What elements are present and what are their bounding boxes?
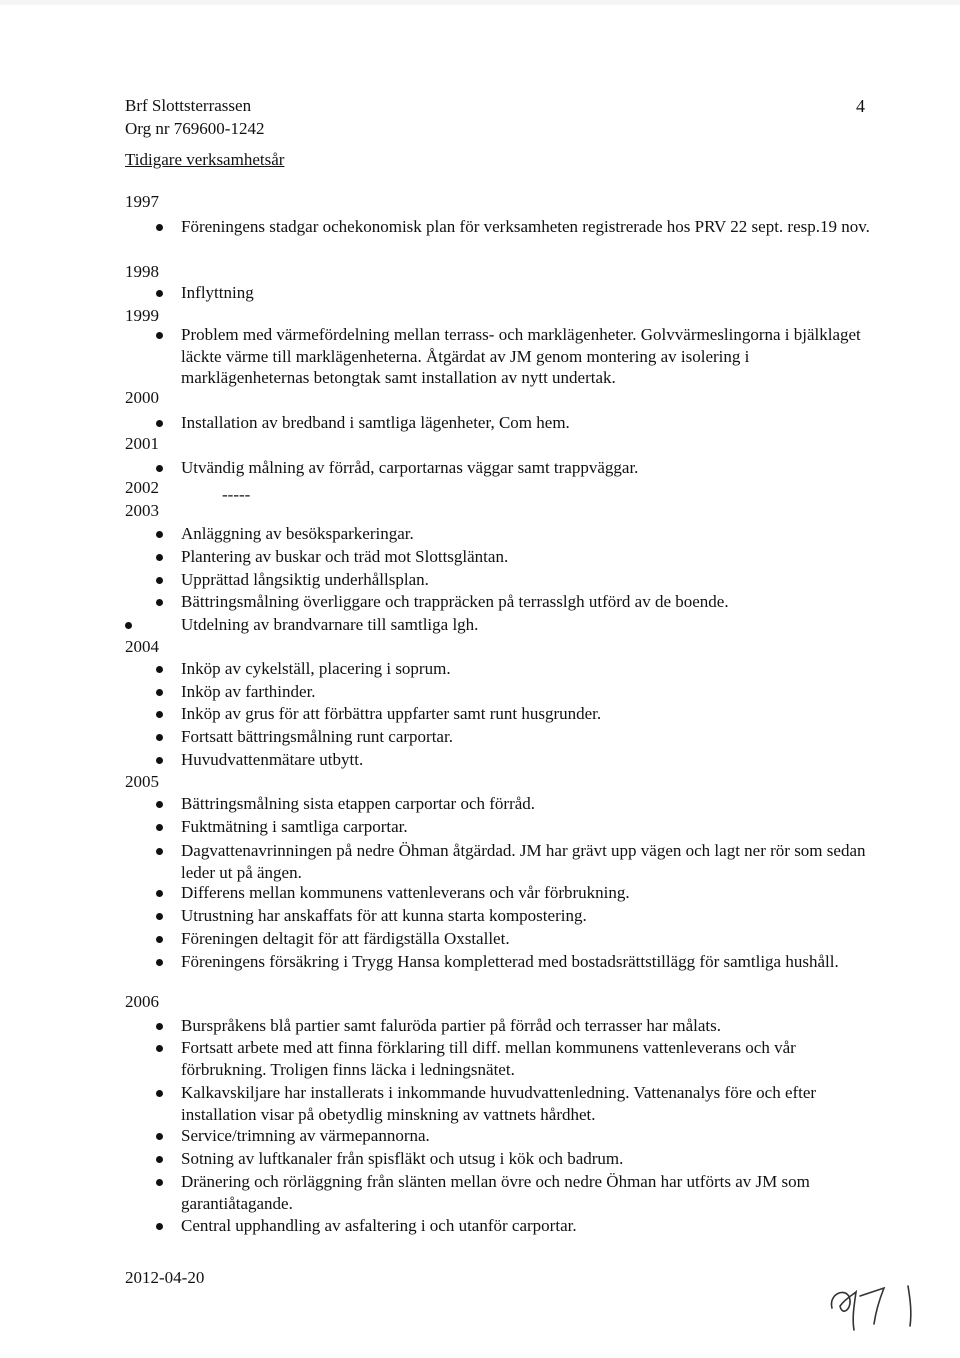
year-heading: 2004 <box>125 637 159 656</box>
year-heading: 2003 <box>125 501 159 520</box>
list-item: Fortsatt bättringsmålning runt carportar. <box>181 727 453 746</box>
list-item: Problem med värmefördelning mellan terrass- och marklägenheter. Golvvärmeslingorna i bjälklaget läckte värme till marklägenheterna. Åtgärdat av JM genom montering av isolering i marklägenheternas betongtak samt installation av nytt undertak. <box>181 325 861 387</box>
bullet-icon <box>156 1156 163 1163</box>
bullet-icon <box>156 1023 163 1030</box>
org-name: Brf Slottsterrassen <box>125 96 252 115</box>
bullet-icon <box>156 824 163 831</box>
bullet-icon <box>156 913 163 920</box>
list-item: Huvudvattenmätare utbytt. <box>181 750 364 769</box>
list-item: Inköp av farthinder. <box>181 682 316 701</box>
bullet-icon <box>156 711 163 718</box>
bullet-icon <box>156 1045 163 1052</box>
list-item: Utdelning av brandvarnare till samtliga lgh. <box>181 615 479 634</box>
bullet-icon <box>156 959 163 966</box>
list-item: Fortsatt arbete med att finna förklaring till diff. mellan kommunens vattenleverans och vår förbrukning. Troligen finns läcka i ledningsnätet. <box>181 1038 796 1079</box>
list-item: Sotning av luftkanaler från spisfläkt och utsug i kök och badrum. <box>181 1149 624 1168</box>
list-item: Dagvattenavrinningen på nedre Öhman åtgärdad. JM har grävt upp vägen och lagt ner rör som sedan leder ut på ängen. <box>181 841 866 882</box>
year-heading: 1998 <box>125 262 159 281</box>
list-item: Inköp av cykelställ, placering i soprum. <box>181 659 451 678</box>
list-item: Föreningen deltagit för att färdigställa Oxstallet. <box>181 929 510 948</box>
list-item: Installation av bredband i samtliga lägenheter, Com hem. <box>181 413 570 432</box>
list-item: Central upphandling av asfaltering i och utanför carportar. <box>181 1216 577 1235</box>
year-heading: 1999 <box>125 306 159 325</box>
bullet-icon <box>156 531 163 538</box>
year-heading: 1997 <box>125 192 159 211</box>
page-number: 4 <box>856 96 865 116</box>
bullet-icon <box>156 420 163 427</box>
year-heading: 2001 <box>125 434 159 453</box>
bullet-icon <box>156 224 163 231</box>
year-heading: 2002 <box>125 478 159 497</box>
bullet-icon <box>156 848 163 855</box>
document-date: 2012-04-20 <box>125 1268 205 1287</box>
org-number: Org nr 769600-1242 <box>125 119 265 138</box>
year-heading: 2000 <box>125 388 159 407</box>
list-item: Service/trimning av värmepannorna. <box>181 1126 430 1145</box>
list-item: Föreningens stadgar ochekonomisk plan för verksamheten registrerade hos PRV 22 sept. resp.19 nov. <box>181 217 870 236</box>
bullet-icon <box>156 332 163 339</box>
bullet-icon <box>156 599 163 606</box>
list-item: Inflyttning <box>181 283 254 302</box>
placeholder-dash: ----- <box>222 485 251 504</box>
bullet-icon <box>156 1223 163 1230</box>
bullet-icon <box>156 290 163 297</box>
list-item: Fuktmätning i samtliga carportar. <box>181 817 408 836</box>
bullet-icon <box>125 622 132 629</box>
section-title: Tidigare verksamhetsår <box>125 150 285 169</box>
list-item: Dränering och rörläggning från slänten mellan övre och nedre Öhman har utförts av JM som garantiåtagande. <box>181 1172 810 1213</box>
bullet-icon <box>156 890 163 897</box>
scan-top-edge <box>0 0 960 5</box>
list-item: Kalkavskiljare har installerats i inkommande huvudvattenledning. Vattenanalys före och efter installation visar på obetydlig minskning av vattnets hårdhet. <box>181 1083 817 1124</box>
bullet-icon <box>156 734 163 741</box>
bullet-icon <box>156 465 163 472</box>
bullet-icon <box>156 801 163 808</box>
bullet-icon <box>156 936 163 943</box>
list-item: Inköp av grus för att förbättra uppfarter samt runt husgrunder. <box>181 704 602 723</box>
list-item: Upprättad långsiktig underhållsplan. <box>181 570 429 589</box>
bullet-icon <box>156 1090 163 1097</box>
bullet-icon <box>156 666 163 673</box>
bullet-icon <box>156 1179 163 1186</box>
list-item: Utvändig målning av förråd, carportarnas väggar samt trappväggar. <box>181 458 639 477</box>
list-item: Differens mellan kommunens vattenleverans och vår förbrukning. <box>181 883 630 902</box>
year-heading: 2006 <box>125 992 159 1011</box>
list-item: Föreningens försäkring i Trygg Hansa kompletterad med bostadsrättstillägg för samtliga hushåll. <box>181 952 839 971</box>
bullet-icon <box>156 757 163 764</box>
list-item: Utrustning har anskaffats för att kunna starta kompostering. <box>181 906 587 925</box>
list-item: Bättringsmålning sista etappen carportar och förråd. <box>181 794 536 813</box>
bullet-icon <box>156 1133 163 1140</box>
signature-image <box>820 1268 930 1343</box>
bullet-icon <box>156 577 163 584</box>
list-item: Anläggning av besöksparkeringar. <box>181 524 414 543</box>
bullet-icon <box>156 689 163 696</box>
bullet-icon <box>156 554 163 561</box>
list-item: Plantering av buskar och träd mot Slottsgläntan. <box>181 547 509 566</box>
list-item: Bättringsmålning överliggare och trappräcken på terrasslgh utförd av de boende. <box>181 592 729 611</box>
year-heading: 2005 <box>125 772 159 791</box>
list-item: Burspråkens blå partier samt faluröda partier på förråd och terrasser har målats. <box>181 1016 721 1035</box>
